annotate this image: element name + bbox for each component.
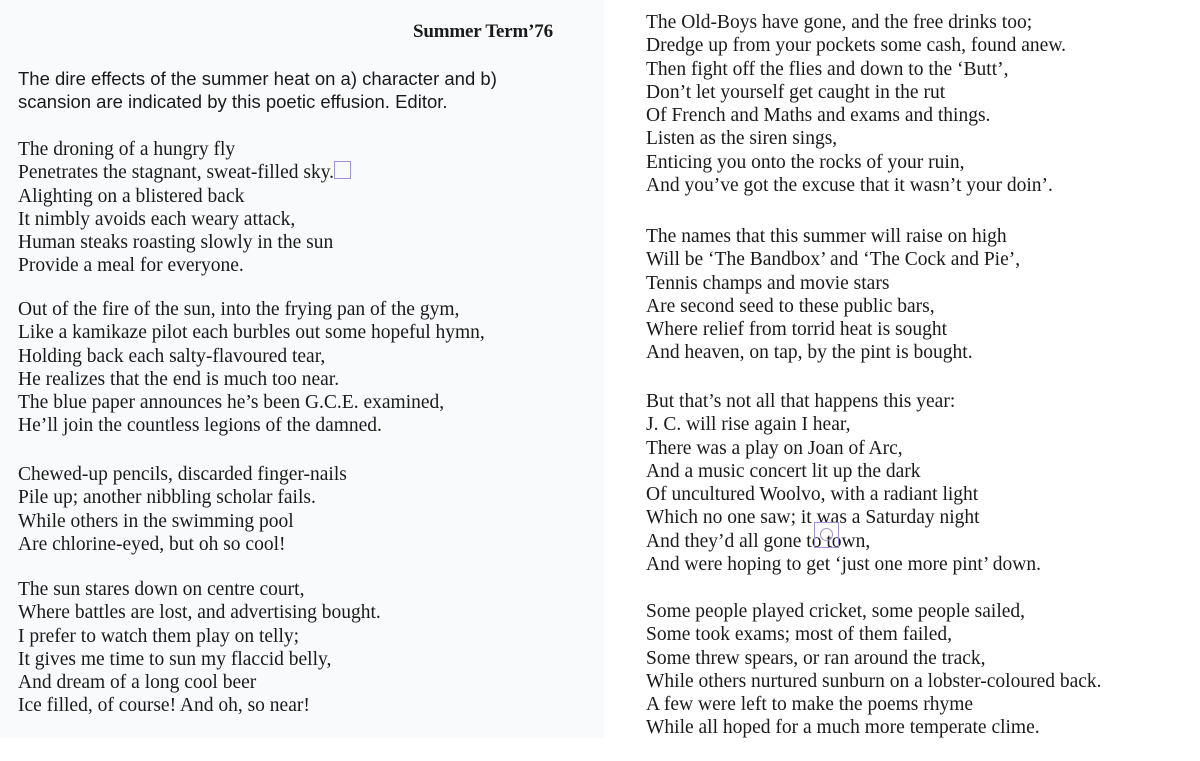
verse-line: It gives me time to sun my flaccid belly,	[18, 648, 332, 670]
verse-line: Human steaks roasting slowly in the sun	[18, 232, 334, 254]
verse-line: Dredge up from your pockets some cash, found anew.	[646, 35, 1067, 57]
verse-line: But that’s not all that happens this year:	[646, 391, 956, 412]
verse-line: Ice filled, of course! And oh, so near!	[18, 695, 310, 717]
stanza-left-4	[18, 578, 381, 718]
verse-line: And were hoping to get ‘just one more pint’ down.	[646, 554, 1041, 576]
verse-line: There was a play on Joan of Arc,	[646, 437, 903, 459]
target-marker-icon	[814, 522, 839, 548]
verse-line: And heaven, on tap, by the pint is bought.	[646, 342, 973, 364]
verse-line: Tennis champs and movie stars	[646, 272, 890, 294]
stanza-left-2	[18, 298, 485, 438]
verse-line: The sun stares down on centre court,	[18, 579, 305, 600]
target-ring-icon	[820, 528, 833, 541]
verse-line: And you’ve got the excuse that it wasn’t your doin’.	[646, 175, 1053, 197]
right-column	[604, 0, 1200, 761]
verse-line: Provide a meal for everyone.	[18, 255, 244, 277]
verse-line: Of French and Maths and exams and things.	[646, 105, 991, 127]
stanza-left-3	[18, 463, 347, 556]
verse-line: And dream of a long cool beer	[18, 672, 257, 694]
verse-line: Are chlorine-eyed, but oh so cool!	[18, 533, 286, 555]
verse-line: Listen as the siren sings,	[646, 128, 838, 150]
verse-line: A few were left to make the poems rhyme	[646, 694, 974, 716]
selection-marker-icon	[334, 161, 351, 179]
verse-line: Pile up; another nibbling scholar fails.	[18, 487, 316, 509]
verse-line: I prefer to watch them play on telly;	[18, 625, 300, 647]
verse-line: Alighting on a blistered back	[18, 185, 245, 207]
verse-line: He’ll join the countless legions of the damned.	[18, 415, 382, 437]
verse-line: Are second seed to these public bars,	[646, 295, 935, 317]
verse-line: Chewed-up pencils, discarded finger-nails	[18, 464, 347, 485]
verse-line: The names that this summer will raise on high	[646, 226, 1007, 247]
verse-line: Some people played cricket, some people sailed,	[646, 601, 1026, 622]
verse-line: Some took exams; most of them failed,	[646, 624, 952, 646]
verse-line: The droning of a hungry fly	[18, 139, 236, 160]
verse-line: Enticing you onto the rocks of your ruin,	[646, 151, 965, 173]
verse-line: Then fight off the flies and down to the ‘Butt’,	[646, 58, 1009, 80]
stanza-right-1	[646, 11, 1066, 197]
verse-line: And they’d all gone to town,	[646, 530, 871, 552]
verse-line: While all hoped for a much more temperate clime.	[646, 717, 1040, 739]
verse-line: And a music concert lit up the dark	[646, 460, 921, 482]
stanza-right-3	[646, 390, 1041, 576]
poem-title: Summer Term’76	[413, 21, 553, 42]
verse-line: J. C. will rise again I hear,	[646, 414, 851, 436]
intro-line: The dire effects of the summer heat on a) character and b)	[18, 68, 497, 89]
left-column	[0, 0, 604, 738]
verse-line: Will be ‘The Bandbox’ and ‘The Cock and Pie’,	[646, 249, 1021, 271]
verse-line: Where relief from torrid heat is sought	[646, 319, 948, 341]
verse-line: Holding back each salty-flavoured tear,	[18, 345, 326, 367]
verse-line: Like a kamikaze pilot each burbles out some hopeful hymn,	[18, 322, 485, 344]
verse-line: Out of the fire of the sun, into the frying pan of the gym,	[18, 299, 460, 320]
verse-line: Which no one saw; it was a Saturday night	[646, 507, 980, 529]
verse-line: He realizes that the end is much too near.	[18, 368, 340, 390]
verse-line: Some threw spears, or ran around the track,	[646, 647, 986, 669]
stanza-right-2	[646, 225, 1020, 365]
verse-line: Penetrates the stagnant, sweat-filled sky.	[18, 162, 335, 184]
verse-line: Of uncultured Woolvo, with a radiant light	[646, 484, 979, 506]
stanza-right-4	[646, 600, 1102, 740]
verse-line: Where battles are lost, and advertising bought.	[18, 602, 381, 624]
verse-line: The Old-Boys have gone, and the free drinks too;	[646, 12, 1033, 33]
verse-line: It nimbly avoids each weary attack,	[18, 208, 296, 230]
verse-line: The blue paper announces he’s been G.C.E. examined,	[18, 392, 445, 414]
verse-line: While others in the swimming pool	[18, 510, 294, 532]
editor-intro	[18, 67, 497, 114]
intro-line: scansion are indicated by this poetic effusion. Editor.	[18, 91, 448, 113]
verse-line: Don’t let yourself get caught in the rut	[646, 81, 946, 103]
stanza-left-1	[18, 138, 334, 278]
verse-line: While others nurtured sunburn on a lobster-coloured back.	[646, 670, 1102, 692]
